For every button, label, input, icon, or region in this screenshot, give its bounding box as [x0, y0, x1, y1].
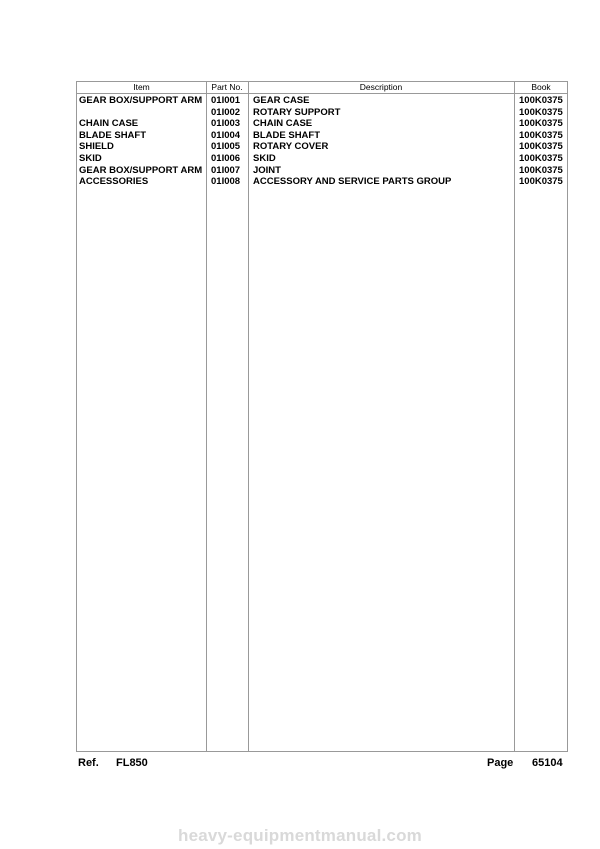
book-cell: 100K0375 — [519, 118, 563, 130]
table-row — [77, 118, 567, 130]
table-row — [77, 153, 567, 165]
description-cell: GEAR CASE — [253, 95, 310, 106]
ref-label: Ref. — [78, 757, 99, 769]
item-cell: BLADE SHAFT — [79, 129, 147, 141]
table-row — [77, 107, 567, 119]
table-row — [77, 176, 567, 188]
book-cell: 100K0375 — [519, 164, 563, 176]
part-no-cell: 01I001 — [211, 95, 241, 106]
part-no-cell: 01I005 — [211, 141, 241, 153]
item-cell: CHAIN CASE — [79, 118, 139, 130]
item-cell: GEAR BOX/SUPPORT ARM — [79, 164, 203, 176]
part-no-cell: 01I002 — [211, 106, 241, 118]
part-no-cell: 01I004 — [211, 129, 241, 141]
part-no-cell: 01I007 — [211, 164, 241, 176]
watermark-text: heavy-equipmentmanual.com — [177, 826, 422, 845]
item-cell: SHIELD — [79, 141, 114, 153]
parts-table — [76, 81, 568, 752]
book-cell: 100K0375 — [519, 176, 563, 188]
table-row — [77, 141, 567, 153]
book-cell: 100K0375 — [519, 129, 563, 141]
description-cell: JOINT — [253, 164, 281, 176]
book-cell: 100K0375 — [519, 106, 563, 118]
description-cell: ROTARY COVER — [253, 141, 329, 153]
header-divider — [77, 93, 567, 94]
description-cell: CHAIN CASE — [253, 118, 313, 130]
column-header-part-no: Part No. — [211, 82, 243, 92]
page-label: Page — [487, 757, 514, 769]
column-header-book: Book — [531, 82, 551, 92]
item-cell: SKID — [79, 152, 102, 164]
page-number: 65104 — [532, 757, 563, 769]
column-header-description: Description — [359, 82, 403, 92]
part-no-cell: 01I006 — [211, 152, 241, 164]
book-cell: 100K0375 — [519, 95, 563, 106]
table-row — [77, 130, 567, 142]
book-cell: 100K0375 — [519, 152, 563, 164]
part-no-cell: 01I008 — [211, 176, 241, 188]
part-no-cell: 01I003 — [211, 118, 241, 130]
description-cell: ACCESSORY AND SERVICE PARTS GROUP — [253, 176, 452, 188]
item-cell: GEAR BOX/SUPPORT ARM — [79, 95, 203, 106]
table-row — [77, 165, 567, 177]
table-row — [77, 95, 567, 107]
column-header-item: Item — [133, 82, 150, 92]
book-cell: 100K0375 — [519, 141, 563, 153]
ref-value: FL850 — [116, 757, 148, 769]
page-footer — [78, 757, 566, 771]
item-cell: ACCESSORIES — [79, 176, 149, 188]
table-body — [77, 95, 567, 188]
description-cell: BLADE SHAFT — [253, 129, 321, 141]
description-cell: ROTARY SUPPORT — [253, 106, 341, 118]
description-cell: SKID — [253, 152, 276, 164]
